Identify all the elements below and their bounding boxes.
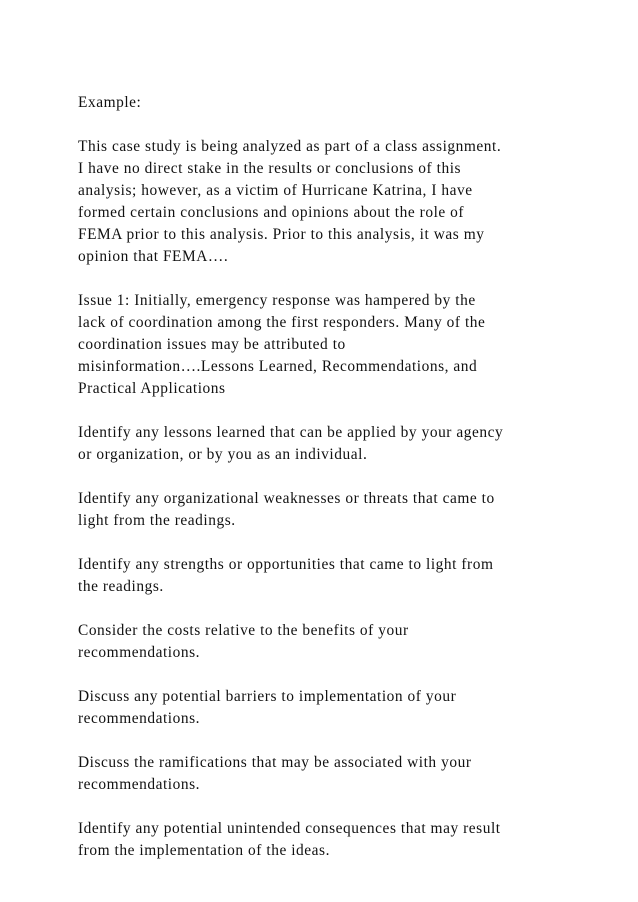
text-line: the readings.: [78, 578, 164, 595]
text-line: Identify any organizational weaknesses or threats that came to: [78, 490, 495, 507]
paragraph-strengths: [78, 554, 558, 598]
text-line: recommendations.: [78, 776, 201, 793]
paragraph-unintended-consequences: [78, 818, 558, 862]
paragraph-barriers: [78, 686, 558, 730]
text-line: Issue 1: Initially, emergency response was hampered by the: [78, 292, 476, 309]
paragraph-example-heading: [78, 92, 558, 114]
text-line: FEMA prior to this analysis. Prior to this analysis, it was my: [78, 226, 485, 243]
text-line: Identify any potential unintended consequences that may result: [78, 820, 501, 837]
text-line: Discuss any potential barriers to implementation of your: [78, 688, 457, 705]
text-line: light from the readings.: [78, 512, 236, 529]
document-body: [78, 92, 558, 884]
text-line: This case study is being analyzed as part of a class assignment.: [78, 138, 502, 155]
paragraph-weaknesses: [78, 488, 558, 532]
text-line: misinformation….Lessons Learned, Recommendations, and: [78, 358, 478, 375]
paragraph-costs-benefits: [78, 620, 558, 664]
paragraph-issue-1: [78, 290, 558, 400]
text-line: opinion that FEMA….: [78, 248, 229, 265]
text-line: or organization, or by you as an individual.: [78, 446, 368, 463]
text-line: from the implementation of the ideas.: [78, 842, 330, 859]
text-line: analysis; however, as a victim of Hurricane Katrina, I have: [78, 182, 473, 199]
paragraph-case-study-intro: [78, 136, 558, 268]
text-line: Example:: [78, 94, 142, 111]
text-line: Identify any strengths or opportunities that came to light from: [78, 556, 494, 573]
text-line: Practical Applications: [78, 380, 226, 397]
text-line: I have no direct stake in the results or conclusions of this: [78, 160, 462, 177]
text-line: formed certain conclusions and opinions about the role of: [78, 204, 465, 221]
text-line: lack of coordination among the first responders. Many of the: [78, 314, 486, 331]
text-line: Identify any lessons learned that can be applied by your agency: [78, 424, 504, 441]
text-line: coordination issues may be attributed to: [78, 336, 346, 353]
paragraph-ramifications: [78, 752, 558, 796]
text-line: recommendations.: [78, 710, 201, 727]
text-line: Discuss the ramifications that may be associated with your: [78, 754, 472, 771]
text-line: Consider the costs relative to the benefits of your: [78, 622, 409, 639]
paragraph-lessons-learned: [78, 422, 558, 466]
text-line: recommendations.: [78, 644, 201, 661]
